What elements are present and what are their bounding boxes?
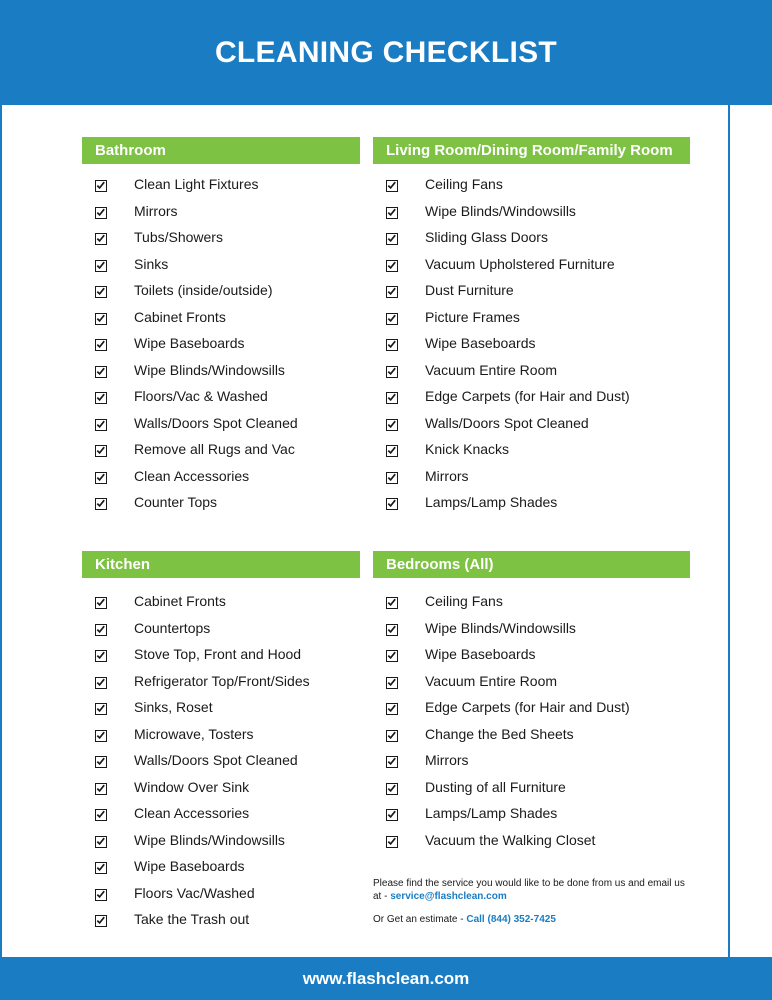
checklist-item [373, 697, 690, 724]
checklist-item [373, 671, 690, 698]
section-bathroom [82, 137, 360, 519]
checklist-bathroom [82, 174, 360, 519]
section-kitchen [82, 551, 360, 936]
checklist-item-label: Clean Accessories [134, 805, 250, 821]
checklist-item [82, 644, 360, 671]
checklist-item [82, 724, 360, 751]
checklist-item-label: Clean Light Fixtures [134, 176, 259, 192]
checklist-item-label: Lamps/Lamp Shades [425, 805, 558, 821]
checkbox-checked-icon[interactable] [95, 233, 107, 245]
checklist-item [82, 360, 360, 387]
checklist-item-label: Dust Furniture [425, 282, 514, 298]
section-header-living-room: Living Room/Dining Room/Family Room [373, 137, 690, 164]
checklist-item-label: Refrigerator Top/Front/Sides [134, 672, 310, 689]
checkbox-checked-icon[interactable] [95, 286, 107, 298]
checkbox-checked-icon[interactable] [386, 313, 398, 325]
checklist-item-label: Mirrors [425, 467, 469, 484]
checklist-item-label: Take the Trash out [134, 911, 250, 927]
checkbox-checked-icon[interactable] [386, 730, 398, 742]
checklist-item [82, 697, 360, 724]
checklist-item-label: Sinks, Roset [134, 699, 213, 715]
checkbox-checked-icon[interactable] [386, 703, 398, 715]
checklist-item-label: Knick Knacks [425, 441, 510, 457]
checkbox-checked-icon[interactable] [95, 862, 107, 874]
checklist-item-label: Vacuum Entire Room [425, 361, 558, 378]
checklist-item [82, 307, 360, 334]
section-header-bedrooms: Bedrooms (All) [373, 551, 690, 578]
checklist-item [82, 227, 360, 254]
checkbox-checked-icon[interactable] [95, 703, 107, 715]
checklist-item [82, 750, 360, 777]
checklist-item [373, 333, 690, 360]
checkbox-checked-icon[interactable] [386, 286, 398, 298]
checklist-item-label: Walls/Doors Spot Cleaned [425, 414, 589, 431]
checkbox-checked-icon[interactable] [95, 809, 107, 821]
checklist-item [82, 671, 360, 698]
contact-note [373, 877, 693, 903]
checkbox-checked-icon[interactable] [386, 650, 398, 662]
checklist-item [373, 280, 690, 307]
checklist-item [373, 439, 690, 466]
checkbox-checked-icon[interactable] [95, 207, 107, 219]
checkbox-checked-icon[interactable] [95, 472, 107, 484]
checklist-item [82, 856, 360, 883]
checklist-item [82, 591, 360, 618]
checkbox-checked-icon[interactable] [95, 313, 107, 325]
checkbox-checked-icon[interactable] [386, 597, 398, 609]
checkbox-checked-icon[interactable] [95, 624, 107, 636]
checkbox-checked-icon[interactable] [386, 624, 398, 636]
checklist-item [82, 174, 360, 201]
checklist-item [82, 333, 360, 360]
checkbox-checked-icon[interactable] [95, 597, 107, 609]
checklist-item-label: Wipe Blinds/Windowsills [425, 619, 576, 636]
checklist-item [82, 254, 360, 281]
checkbox-checked-icon[interactable] [95, 260, 107, 272]
section-header-kitchen: Kitchen [82, 551, 360, 578]
section-header-bathroom: Bathroom [82, 137, 360, 164]
checklist-item-label: Lamps/Lamp Shades [425, 494, 558, 510]
checklist-item-label: Floors Vac/Washed [134, 884, 255, 901]
checklist-item [373, 413, 690, 440]
checklist-item-label: Floors/Vac & Washed [134, 388, 268, 404]
checkbox-checked-icon[interactable] [95, 889, 107, 901]
checkbox-checked-icon[interactable] [386, 809, 398, 821]
checklist-living-room [373, 174, 690, 519]
checklist-item-label: Wipe Baseboards [134, 335, 245, 351]
checklist-item-label: Remove all Rugs and Vac [134, 441, 295, 457]
checklist-item [82, 466, 360, 493]
checkbox-checked-icon[interactable] [95, 366, 107, 378]
checkbox-checked-icon[interactable] [95, 677, 107, 689]
checkbox-checked-icon[interactable] [386, 366, 398, 378]
checkbox-checked-icon[interactable] [386, 392, 398, 404]
checklist-item [82, 777, 360, 804]
checklist-item-label: Mirrors [134, 202, 178, 219]
checklist-item-label: Stove Top, Front and Hood [134, 646, 302, 662]
contact-email-link[interactable]: service@flashclean.com [390, 891, 507, 902]
checklist-item-label: Dusting of all Furniture [425, 778, 566, 795]
checklist-item-label: Cabinet Fronts [134, 308, 226, 325]
checklist-item-label: Walls/Doors Spot Cleaned [134, 414, 298, 431]
checklist-item-label: Sinks [134, 255, 169, 272]
checklist-item-label: Wipe Baseboards [425, 646, 536, 662]
checkbox-checked-icon[interactable] [95, 783, 107, 795]
checkbox-checked-icon[interactable] [95, 730, 107, 742]
checklist-item [373, 360, 690, 387]
checklist-item-label: Mirrors [425, 752, 469, 768]
checklist-item [373, 591, 690, 618]
checklist-item-label: Countertops [134, 619, 211, 636]
checklist-item-label: Ceiling Fans [425, 176, 503, 192]
section-living-room [373, 137, 690, 519]
page-title: CLEANING CHECKLIST [214, 36, 558, 69]
checklist-item-label: Vacuum Entire Room [425, 672, 558, 689]
checklist-item [373, 644, 690, 671]
checklist-item-label: Tubs/Showers [134, 229, 223, 245]
checklist-item-label: Picture Frames [425, 308, 520, 325]
header-banner [0, 0, 772, 105]
checkbox-checked-icon[interactable] [386, 677, 398, 689]
checklist-item-label: Ceiling Fans [425, 593, 503, 609]
checklist-item [82, 413, 360, 440]
checklist-item-label: Cabinet Fronts [134, 593, 226, 609]
phone-link[interactable]: Call (844) 352-7425 [466, 914, 556, 925]
checklist-item-label: Edge Carpets (for Hair and Dust) [425, 699, 630, 715]
checklist-item-label: Window Over Sink [134, 778, 250, 795]
checklist-item [373, 307, 690, 334]
footer-banner [0, 957, 772, 1000]
estimate-note [373, 913, 556, 926]
checklist-item [82, 830, 360, 857]
checklist-item-label: Wipe Blinds/Windowsills [134, 361, 285, 378]
checklist-item-label: Wipe Baseboards [134, 858, 245, 874]
checklist-item [82, 439, 360, 466]
checkbox-checked-icon[interactable] [95, 392, 107, 404]
checkbox-checked-icon[interactable] [95, 419, 107, 431]
checklist-item-label: Edge Carpets (for Hair and Dust) [425, 388, 630, 404]
checkbox-checked-icon[interactable] [95, 650, 107, 662]
checklist-item [373, 830, 690, 857]
checkbox-checked-icon[interactable] [95, 836, 107, 848]
checklist-item [82, 492, 360, 519]
checkbox-checked-icon[interactable] [95, 445, 107, 457]
checkbox-checked-icon[interactable] [95, 756, 107, 768]
checklist-item [82, 201, 360, 228]
checklist-item-label: Clean Accessories [134, 467, 250, 484]
left-border [0, 105, 2, 957]
checklist-item-label: Vacuum Upholstered Furniture [425, 255, 615, 272]
checklist-item [82, 386, 360, 413]
checklist-item-label: Walls/Doors Spot Cleaned [134, 752, 298, 768]
checkbox-checked-icon[interactable] [386, 445, 398, 457]
checklist-item [373, 227, 690, 254]
checkbox-checked-icon[interactable] [386, 207, 398, 219]
checklist-item [373, 777, 690, 804]
checklist-item [373, 724, 690, 751]
checklist-item [82, 909, 360, 936]
checklist-item-label: Vacuum the Walking Closet [425, 831, 596, 848]
checklist-item-label: Counter Tops [134, 494, 218, 510]
checklist-item [373, 386, 690, 413]
checklist-bedrooms [373, 591, 690, 856]
checklist-item-label: Microwave, Tosters [134, 725, 254, 742]
checklist-item [373, 803, 690, 830]
right-border [728, 105, 730, 957]
checklist-item [82, 618, 360, 645]
checklist-item-label: Wipe Blinds/Windowsills [134, 831, 285, 848]
checklist-item [373, 750, 690, 777]
checkbox-checked-icon[interactable] [95, 180, 107, 192]
checkbox-checked-icon[interactable] [386, 233, 398, 245]
checkbox-checked-icon[interactable] [386, 836, 398, 848]
checklist-item [373, 201, 690, 228]
checklist-item [373, 254, 690, 281]
checkbox-checked-icon[interactable] [386, 180, 398, 192]
checklist-item [373, 174, 690, 201]
checklist-item-label: Change the Bed Sheets [425, 725, 574, 742]
footer-url-link[interactable]: www.flashclean.com [302, 969, 470, 988]
checkbox-checked-icon[interactable] [386, 260, 398, 272]
checklist-kitchen [82, 591, 360, 936]
checkbox-checked-icon[interactable] [386, 783, 398, 795]
checkbox-checked-icon[interactable] [386, 498, 398, 510]
checklist-item [82, 883, 360, 910]
checklist-item [373, 618, 690, 645]
checkbox-checked-icon[interactable] [95, 498, 107, 510]
checkbox-checked-icon[interactable] [386, 756, 398, 768]
checkbox-checked-icon[interactable] [95, 915, 107, 927]
contact-note-text: Please find the service you would like to be done from us and email us at - [373, 878, 685, 902]
checkbox-checked-icon[interactable] [386, 419, 398, 431]
checklist-item-label: Wipe Baseboards [425, 335, 536, 351]
checkbox-checked-icon[interactable] [386, 339, 398, 351]
checklist-item [373, 492, 690, 519]
checklist-item-label: Toilets (inside/outside) [134, 282, 273, 298]
section-bedrooms [373, 551, 690, 856]
checklist-item-label: Wipe Blinds/Windowsills [425, 202, 576, 219]
checklist-item [82, 803, 360, 830]
checkbox-checked-icon[interactable] [95, 339, 107, 351]
checklist-item [373, 466, 690, 493]
checkbox-checked-icon[interactable] [386, 472, 398, 484]
estimate-text: Or Get an estimate - [373, 914, 467, 925]
checklist-item-label: Sliding Glass Doors [425, 229, 548, 245]
checklist-item [82, 280, 360, 307]
